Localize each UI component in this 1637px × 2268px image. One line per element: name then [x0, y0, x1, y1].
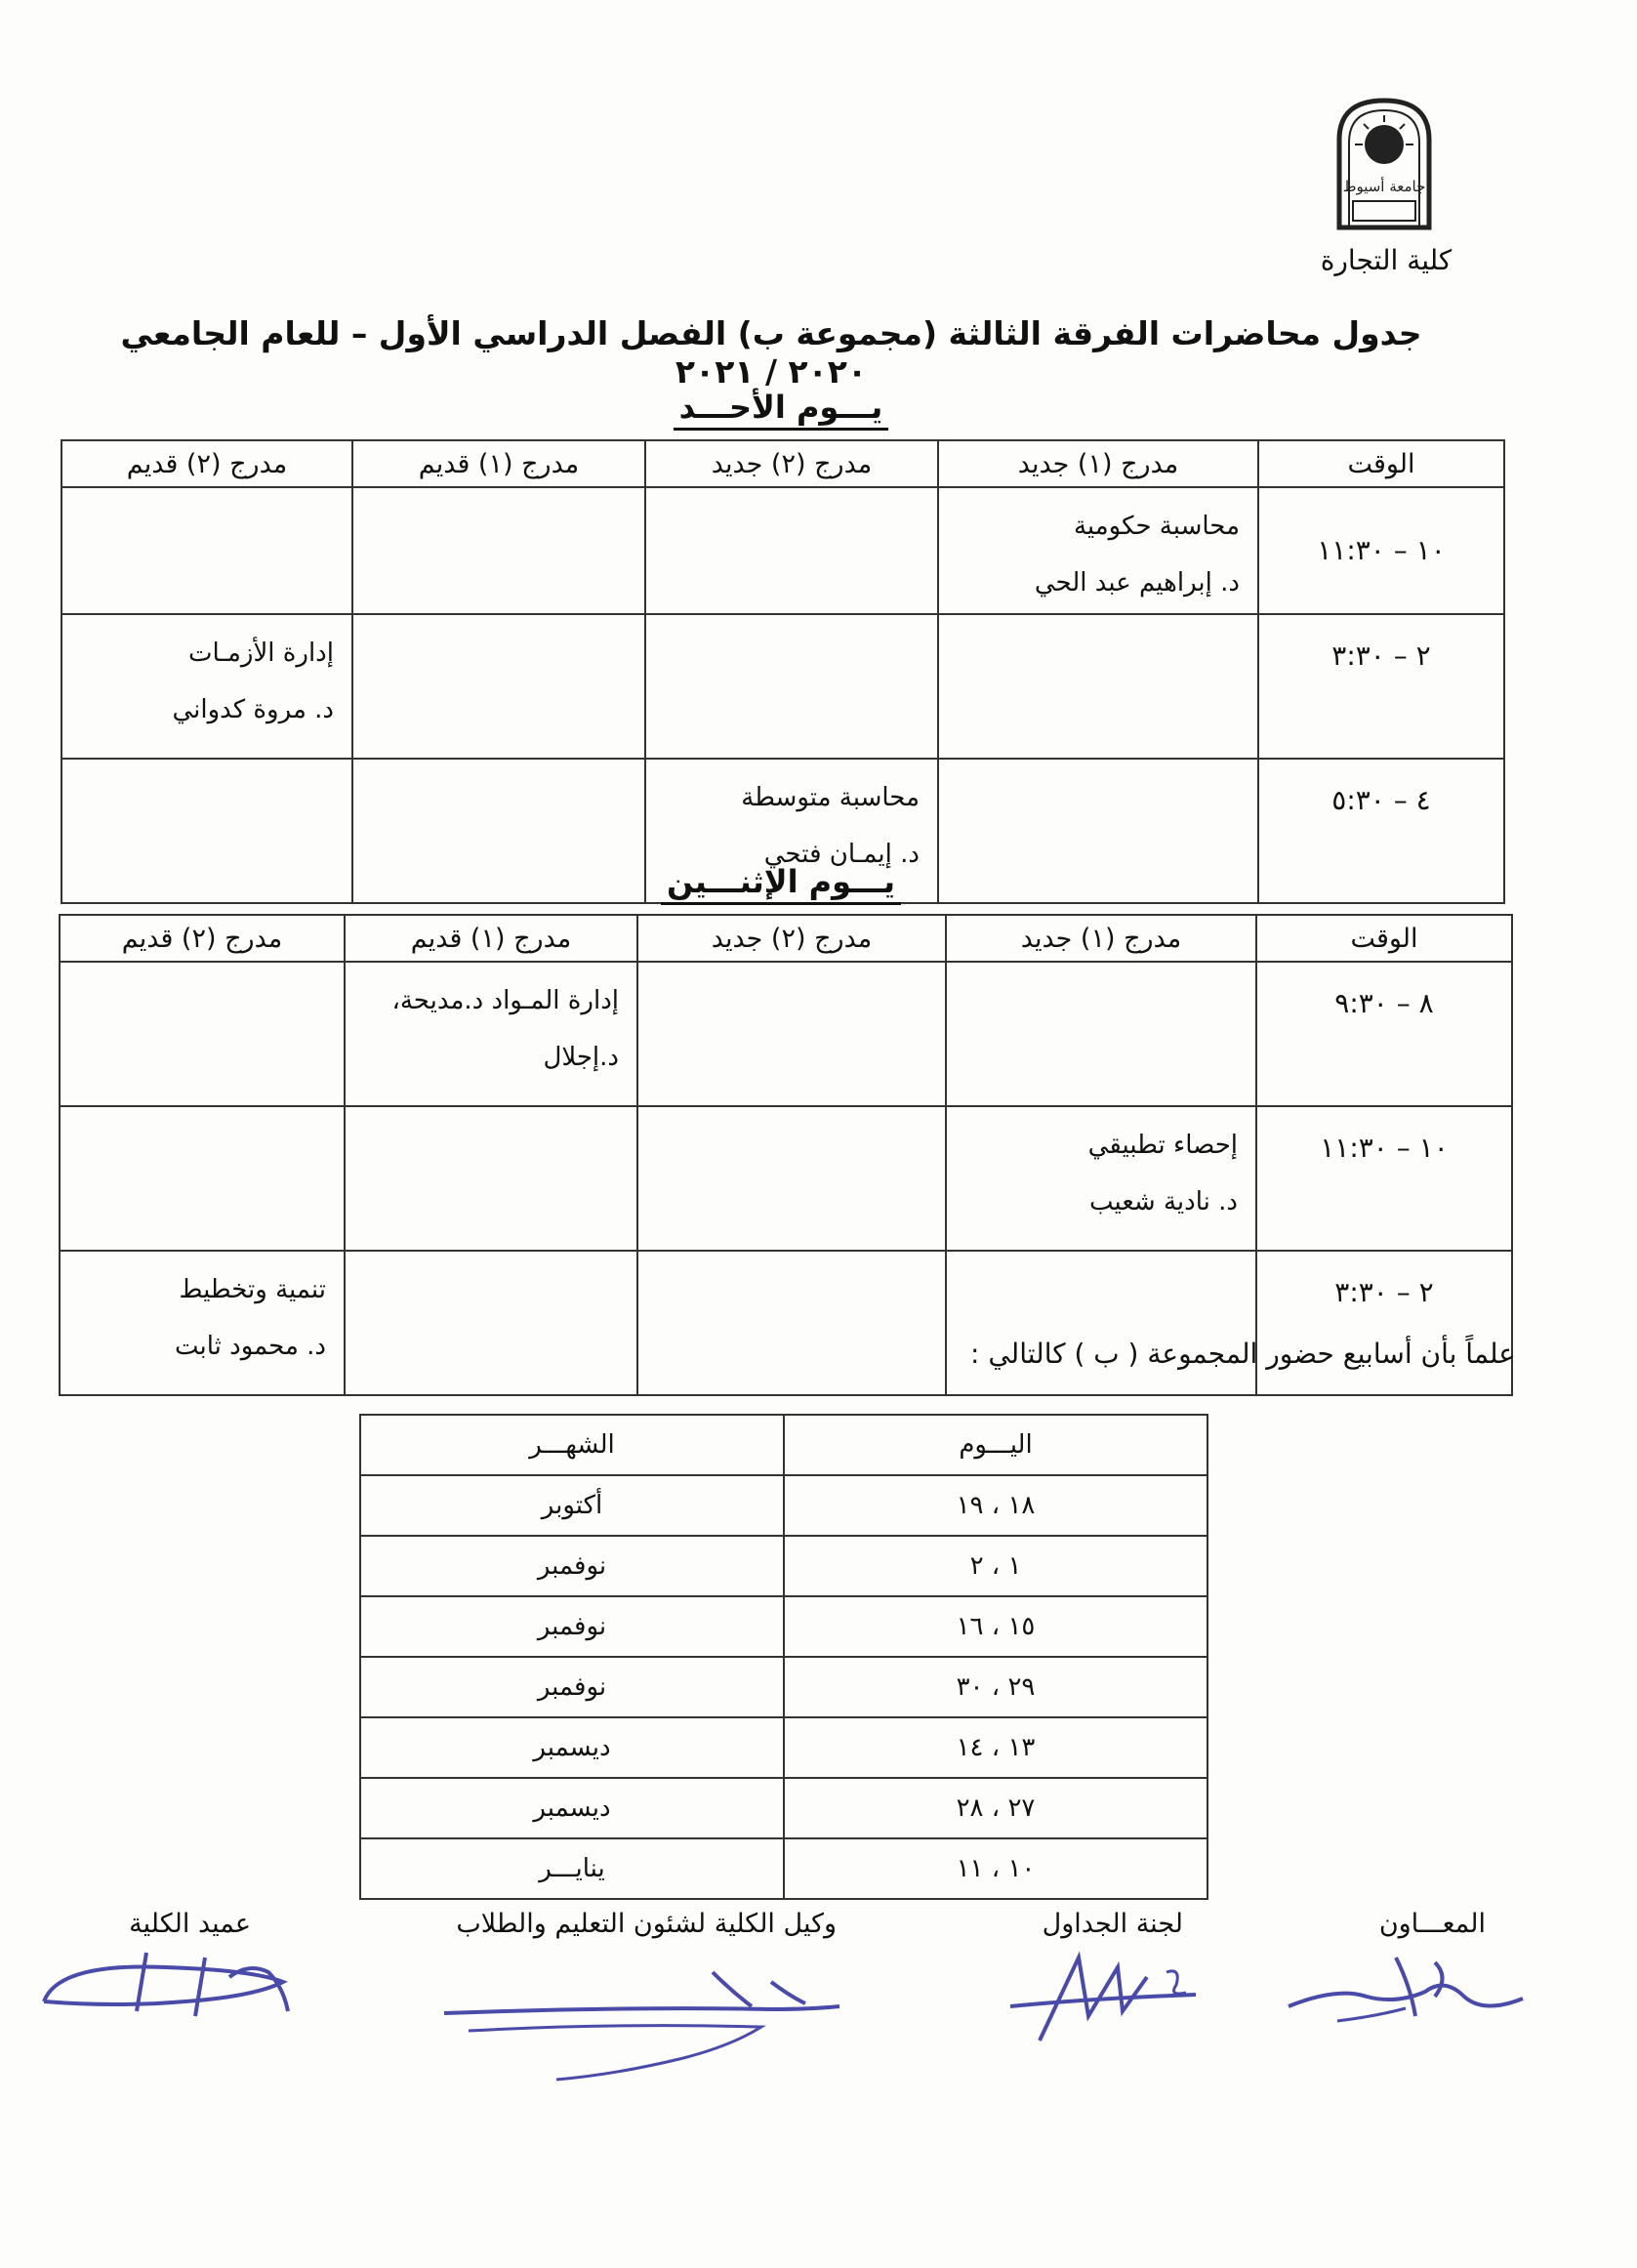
- lecture-cell: [60, 1106, 345, 1251]
- dean-signature: [39, 1943, 303, 2031]
- lecture-cell: محاسبة حكومية د. إبراهيم عبد الحي: [938, 487, 1258, 614]
- day-cell: ٢٧ ، ٢٨: [784, 1778, 1207, 1838]
- day-cell: ١ ، ٢: [784, 1536, 1207, 1596]
- lecture-cell: [645, 487, 938, 614]
- day-cell: ٢٩ ، ٣٠: [784, 1657, 1207, 1717]
- time-cell: ١٠ – ١١:٣٠: [1258, 487, 1504, 614]
- table-row: [360, 1596, 1207, 1657]
- lecture-cell: [946, 962, 1256, 1106]
- lecture-cell: إحصاء تطبيقي د. نادية شعيب: [946, 1106, 1256, 1251]
- lecture-cell: [61, 487, 352, 614]
- month-cell: نوفمبر: [360, 1536, 784, 1596]
- column-header: مدرج (١) قديم: [345, 915, 637, 962]
- lecture-cell: [60, 962, 345, 1106]
- table-row: [61, 487, 1504, 614]
- table-header-row: [60, 915, 1512, 962]
- column-header: مدرج (٢) جديد: [637, 915, 946, 962]
- column-header: الوقت: [1256, 915, 1512, 962]
- lecture-cell: [345, 1106, 637, 1251]
- committee-label: لجنة الجداول: [1042, 1909, 1183, 1939]
- committee-signature: [1001, 1938, 1215, 2050]
- lecture-cell: إدارة الأزمـات د. مروة كدواني: [61, 614, 352, 759]
- vice-dean-signature: [439, 1953, 849, 2089]
- dean-label: عميد الكلية: [129, 1909, 251, 1939]
- attendance-note: علماً بأن أسابيع حضور المجموعة ( ب ) كالتالي :: [969, 1338, 1515, 1370]
- column-header: الشهـــر: [360, 1415, 784, 1475]
- month-cell: ديسمبر: [360, 1717, 784, 1778]
- table-row: [61, 614, 1504, 759]
- time-cell: ٨ – ٩:٣٠: [1256, 962, 1512, 1106]
- lecture-cell: إدارة المـواد د.مديحة، د.إجلال: [345, 962, 637, 1106]
- attendance-weeks-table: [359, 1414, 1208, 1900]
- lecture-cell: تنمية وتخطيط د. محمود ثابت: [60, 1251, 345, 1395]
- day-cell: ١٥ ، ١٦: [784, 1596, 1207, 1657]
- assistant-signature: [1279, 1938, 1533, 2045]
- monday-heading: يـــوم الإثنـــين: [586, 863, 976, 900]
- table-header-row: [360, 1415, 1207, 1475]
- month-cell: ينايـــر: [360, 1838, 784, 1899]
- day-cell: ١٨ ، ١٩: [784, 1475, 1207, 1536]
- table-row: [360, 1657, 1207, 1717]
- lecture-cell: [345, 1251, 637, 1395]
- lecture-cell: [61, 759, 352, 903]
- month-cell: ديسمبر: [360, 1778, 784, 1838]
- day-cell: ١٣ ، ١٤: [784, 1717, 1207, 1778]
- vice-dean-label: وكيل الكلية لشئون التعليم والطلاب: [456, 1909, 837, 1939]
- column-header: مدرج (١) جديد: [946, 915, 1256, 962]
- lecture-cell: [637, 1251, 946, 1395]
- time-cell: ٢ – ٣:٣٠: [1256, 1251, 1512, 1395]
- column-header: مدرج (٢) جديد: [645, 440, 938, 487]
- university-logo: [1330, 96, 1439, 232]
- table-row: [60, 1106, 1512, 1251]
- page-title: جدول محاضرات الفرقة الثالثة (مجموعة ب) الفصل الدراسي الأول – للعام الجامعي ٢٠٢٠ / ٢٠٢١: [120, 314, 1422, 391]
- sunday-schedule-table: [61, 439, 1505, 904]
- lecture-cell: [637, 1106, 946, 1251]
- table-row: [360, 1778, 1207, 1838]
- lecture-cell: [352, 487, 645, 614]
- lecture-cell: [352, 614, 645, 759]
- table-row: [60, 1251, 1512, 1395]
- table-header-row: [61, 440, 1504, 487]
- month-cell: أكتوبر: [360, 1475, 784, 1536]
- lecture-cell: [938, 614, 1258, 759]
- column-header: مدرج (٢) قديم: [61, 440, 352, 487]
- lecture-cell: [645, 614, 938, 759]
- time-cell: ٢ – ٣:٣٠: [1258, 614, 1504, 759]
- day-cell: ١٠ ، ١١: [784, 1838, 1207, 1899]
- table-row: [360, 1475, 1207, 1536]
- column-header: مدرج (١) قديم: [352, 440, 645, 487]
- lecture-cell: [938, 759, 1258, 903]
- time-cell: ١٠ – ١١:٣٠: [1256, 1106, 1512, 1251]
- table-row: [360, 1536, 1207, 1596]
- month-cell: نوفمبر: [360, 1596, 784, 1657]
- table-row: [360, 1717, 1207, 1778]
- column-header: مدرج (١) جديد: [938, 440, 1258, 487]
- month-cell: نوفمبر: [360, 1657, 784, 1717]
- faculty-name: كلية التجارة: [1320, 244, 1453, 276]
- time-cell: ٤ – ٥:٣٠: [1258, 759, 1504, 903]
- column-header: الوقت: [1258, 440, 1504, 487]
- assistant-label: المعـــاون: [1378, 1909, 1486, 1939]
- table-row: [60, 962, 1512, 1106]
- sunday-heading: يـــوم الأحـــد: [586, 389, 976, 426]
- lecture-cell: [946, 1251, 1256, 1395]
- column-header: مدرج (٢) قديم: [60, 915, 345, 962]
- column-header: اليـــوم: [784, 1415, 1207, 1475]
- table-row: [360, 1838, 1207, 1899]
- lecture-cell: محاسبة متوسطة د. إيمـان فتحي: [645, 759, 938, 903]
- logo-text: جامعة أسيوط: [1342, 178, 1426, 195]
- monday-schedule-table: [59, 914, 1513, 1396]
- lecture-cell: [637, 962, 946, 1106]
